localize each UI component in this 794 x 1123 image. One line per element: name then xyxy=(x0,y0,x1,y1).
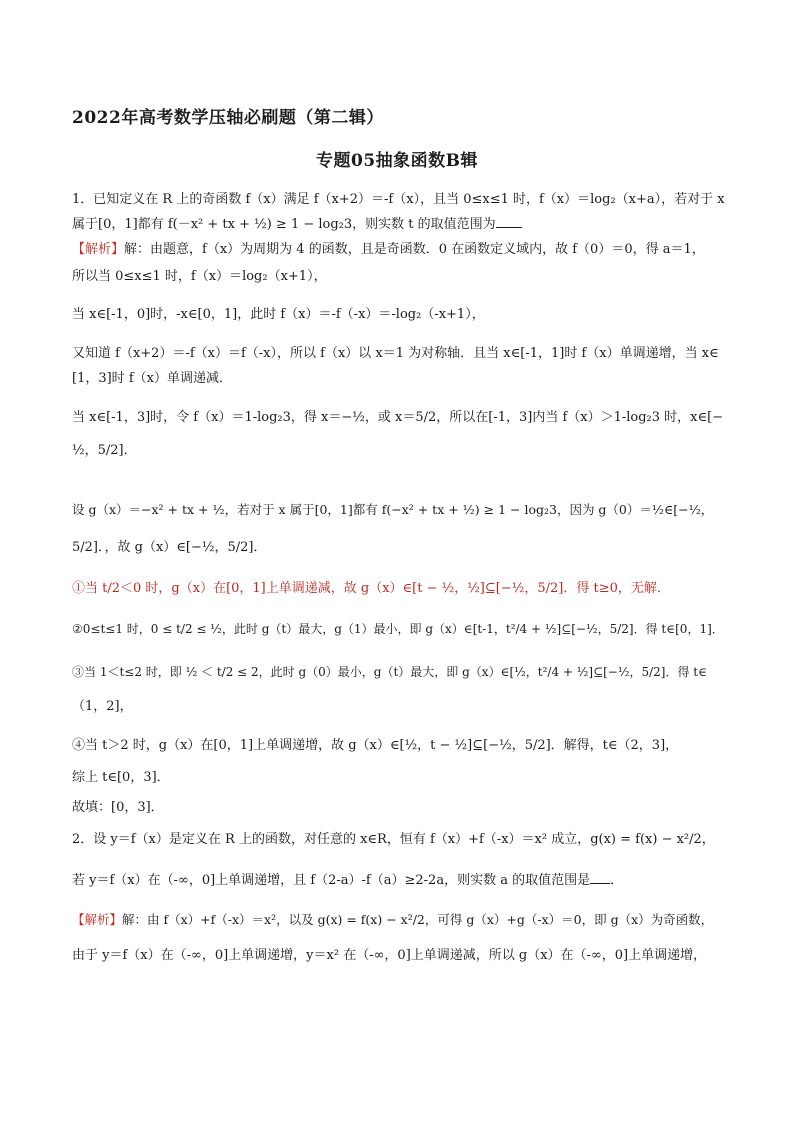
problem1-analysis-line1 xyxy=(72,242,722,258)
problem1-analysis-line8: 设 g（x）＝−x² + tx + ½，若对于 x 属于[0，1]都有 f(−x² + tx + ½) ≥ 1 − log₂3，因为 g（0）＝½∈[−½， xyxy=(72,502,714,517)
analysis-tag: 【解析】 xyxy=(72,912,123,927)
problem1-analysis-line6: 当 x∈[-1，3]时，令 f（x）＝1-log₂3，得 x＝−½，或 x＝5/2，所以在[-1，3]内当 f（x）＞1-log₂3 时，x∈[− xyxy=(72,410,724,425)
analysis-text: 解：由 f（x）+f（-x）＝x²，以及 g(x) = f(x) − x²/2，可得 g（x）+g（-x）＝0，即 g（x）为奇函数， xyxy=(122,912,714,927)
problem1-analysis-line11: ②0≤t≤1 时，0 ≤ t/2 ≤ ½，此时 g（t）最大，g（1）最小，即 g（x）∈[t-1，t²/4 + ½]⊆[−½，5/2]．得 t∈[0，1]． xyxy=(72,622,724,636)
problem1-analysis-line3: 当 x∈[-1，0]时，-x∈[0，1]，此时 f（x）＝-f（-x）＝-log₂（-x+1）， xyxy=(72,307,485,322)
problem1-question-line2 xyxy=(72,216,722,233)
problem1-analysis-line4: 又知道 f（x+2）＝-f（x）＝f（-x），所以 f（x）以 x＝1 为对称轴．且当 x∈[-1，1]时 f（x）单调递增，当 x∈ xyxy=(72,346,719,361)
problem1-analysis-line7: ½，5/2]． xyxy=(72,443,137,458)
problem1-analysis-line10: ①当 t/2＜0 时，g（x）在[0，1]上单调递减，故 g（x）∈[t − ½，½]⊆[−½，5/2]．得 t≥0，无解． xyxy=(72,581,670,596)
problem1-analysis-line12: ③当 1＜t≤2 时，即 ½ ＜ t/2 ≤ 2，此时 g（0）最小，g（t）最大，即 g（x）∈[½，t²/4 + ½]⊆[−½，5/2]．得 t∈ xyxy=(72,665,708,679)
problem1-question-line2-text: 属于[0，1]都有 f(－x² + tx + ½) ≥ 1 − log₂3，则实数 t 的取值范围为 xyxy=(72,217,496,232)
problem1-analysis-line2: 所以当 0≤x≤1 时，f（x）＝log₂（x+1）， xyxy=(72,269,327,284)
problem1-analysis-line15: 综上 t∈[0，3]． xyxy=(72,770,170,785)
answer-blank xyxy=(496,216,522,228)
document-subtitle: 专题05抽象函数B辑 xyxy=(315,151,479,171)
problem1-question-line1: 1．已知定义在 R 上的奇函数 f（x）满足 f（x+2）＝-f（x），且当 0≤x≤1 时，f（x）＝log₂（x+a），若对于 x xyxy=(72,192,725,207)
problem2-analysis-line2: 由于 y＝f（x）在（-∞，0]上单调递增，y＝x² 在（-∞，0]上单调递减，所以 g（x）在（-∞，0]上单调递增， xyxy=(72,948,707,963)
problem1-analysis-line5: [1，3]时 f（x）单调递减． xyxy=(72,371,232,386)
answer-blank xyxy=(590,872,610,884)
document-title: 2022年高考数学压轴必刷题（第二辑） xyxy=(72,108,384,128)
problem1-analysis-line9: 5/2]．，故 g（x）∈[−½，5/2]． xyxy=(72,540,267,555)
problem2-question-line2-text: 若 y＝f（x）在（-∞，0]上单调递增，且 f（2-a）-f（a）≥2-2a，则实数 a 的取值范围是 xyxy=(72,873,591,888)
problem1-analysis-line16: 故填：[0，3]． xyxy=(72,800,164,815)
problem2-question-line2: 若 y＝f（x）在（-∞，0]上单调递增，且 f（2-a）-f（a）≥2-2a，则实数 a 的取值范围是 ． xyxy=(72,873,624,888)
problem2-analysis-line1 xyxy=(72,912,722,928)
problem2-question-line1: 2．设 y＝f（x）是定义在 R 上的函数，对任意的 x∈R，恒有 f（x）+f（-x）＝x² 成立，g(x) = f(x) − x²/2， xyxy=(72,832,715,847)
analysis-text: 解：由题意，f（x）为周期为 4 的函数，且是奇函数．0 在函数定义域内，故 f（0）＝0，得 a＝1， xyxy=(124,242,705,257)
analysis-tag: 【解析】 xyxy=(72,242,125,257)
problem1-analysis-line13: （1，2]， xyxy=(72,699,133,714)
problem1-analysis-line14: ④当 t＞2 时，g（x）在[0，1]上单调递增，故 g（x）∈[½，t − ½]⊆[−½，5/2]．解得，t∈（2，3]， xyxy=(72,738,679,753)
